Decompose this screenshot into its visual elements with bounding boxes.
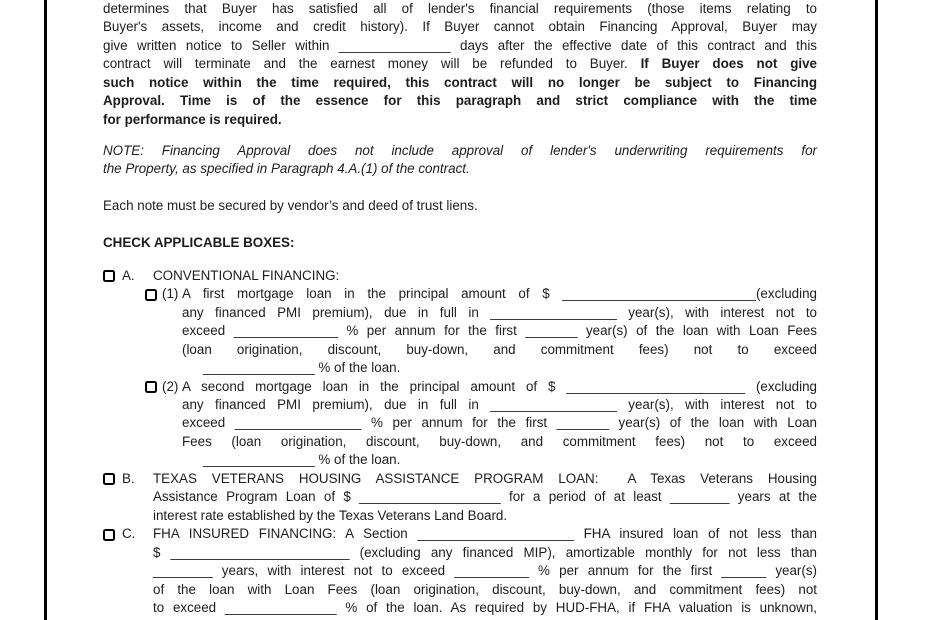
text-line: give written notice to Seller within _______________ days after the effective date of this contract and this bbox=[103, 37, 817, 53]
financing-approval-paragraph-text bbox=[103, 0, 817, 129]
text-line: exceed _________________ % per annum for the first _______ year(s) of the loan with Loan bbox=[182, 415, 817, 431]
item-label-first-mortgage-loan: (1) bbox=[162, 286, 179, 302]
vendor-lien-sentence bbox=[103, 197, 817, 215]
text-line: any financed PMI premium), due in full in _________________ year(s), with interest not to bbox=[182, 304, 817, 320]
page-border-left bbox=[44, 0, 47, 620]
check-applicable-heading bbox=[103, 234, 817, 252]
section-c-fha-financing bbox=[103, 525, 817, 617]
text-line: of the loan with Loan Fees (loan origination, discount, buy-down, and commitment fees) not bbox=[153, 581, 817, 597]
vendor-lien-sentence-text bbox=[103, 197, 817, 215]
financing-approval-paragraph bbox=[103, 0, 817, 129]
text-line: _______________ % of the loan. bbox=[203, 452, 401, 468]
checkbox-texas-veterans-program-loan[interactable] bbox=[103, 473, 115, 485]
document-content bbox=[103, 0, 817, 617]
text-line: A first mortgage loan in the principal amount of $ __________________________(excluding bbox=[182, 286, 817, 302]
note-paragraph bbox=[103, 142, 817, 179]
item-a1-first-mortgage-text bbox=[182, 285, 817, 377]
text-line: Approval. Time is of the essence for this paragraph and strict compliance with the time bbox=[103, 93, 817, 109]
item-label-second-mortgage-loan: (2) bbox=[162, 378, 179, 394]
text-line: exceed ______________ % per annum for the first _______ year(s) of the loan with Loan Fees bbox=[182, 323, 817, 339]
text-line: interest rate established by the Texas Veterans Land Board. bbox=[153, 507, 508, 523]
section-b-texas-veterans-text bbox=[153, 470, 817, 525]
text-line: for performance is required. bbox=[103, 111, 282, 127]
text-line: to exceed _______________ % of the loan. As required by HUD-FHA, if FHA valuation is unknown, bbox=[153, 600, 817, 615]
text-line: CHECK APPLICABLE BOXES: bbox=[103, 235, 295, 250]
text-line: Fees (loan origination, discount, buy-down, and commitment fees) not to exceed bbox=[182, 433, 817, 449]
text-line: the Property, as specified in Paragraph 4.A.(1) of the contract. bbox=[103, 161, 470, 177]
text-line: $ ________________________ (excluding any financed MIP), amortizable monthly for not less than bbox=[153, 544, 817, 560]
text-line: determines that Buyer has satisfied all of lender's financial requirements (those items relating to bbox=[103, 1, 817, 16]
checkbox-first-mortgage-loan[interactable] bbox=[145, 289, 157, 301]
section-a-conventional-financing-text bbox=[153, 267, 817, 285]
text-line: (loan origination, discount, buy-down, and commitment fees) not to exceed bbox=[182, 341, 817, 357]
item-a2-second-mortgage-text bbox=[182, 378, 817, 470]
item-label-texas-veterans-program-loan: B. bbox=[122, 470, 135, 486]
text-line: such notice within the time required, this contract will no longer be subject to Financing bbox=[103, 74, 817, 90]
checkbox-conventional-financing[interactable] bbox=[103, 270, 115, 282]
text-line: contract will terminate and the earnest money will be refunded to Buyer. If Buyer does not give bbox=[103, 56, 817, 72]
text-line: _______________ % of the loan. bbox=[203, 360, 401, 376]
section-a-conventional-financing bbox=[103, 267, 817, 285]
text-line: A second mortgage loan in the principal amount of $ ________________________ (excluding bbox=[182, 378, 817, 394]
item-label-conventional-financing: A. bbox=[122, 267, 135, 283]
item-label-fha-insured-financing: C. bbox=[122, 526, 136, 542]
text-line: FHA INSURED FINANCING: A Section _____________________ FHA insured loan of not less than bbox=[153, 526, 817, 542]
checkbox-second-mortgage-loan[interactable] bbox=[145, 381, 157, 393]
checkbox-fha-insured-financing[interactable] bbox=[103, 529, 115, 541]
text-line: any financed PMI premium), due in full in _________________ year(s), with interest not to bbox=[182, 397, 817, 413]
text-line: CONVENTIONAL FINANCING: bbox=[153, 267, 340, 283]
text-line: Buyer's assets, income and credit history). If Buyer cannot obtain Financing Approval, Buyer may bbox=[103, 19, 817, 35]
page-border-right bbox=[875, 0, 878, 620]
check-applicable-heading-text bbox=[103, 234, 817, 252]
item-a2-second-mortgage bbox=[103, 378, 817, 470]
text-line: Each note must be secured by vendor’s and deed of trust liens. bbox=[103, 198, 478, 214]
section-c-fha-financing-text bbox=[153, 525, 817, 617]
text-line: Assistance Program Loan of $ ___________________ for a period of at least ________ years at the bbox=[153, 489, 817, 505]
item-a1-first-mortgage bbox=[103, 285, 817, 377]
text-line: NOTE: Financing Approval does not include approval of lender's underwriting requirements for bbox=[103, 142, 817, 158]
note-paragraph-text bbox=[103, 142, 817, 179]
section-b-texas-veterans bbox=[103, 470, 817, 525]
text-line: ________ years, with interest not to exceed __________ % per annum for the first ______ year(s) bbox=[153, 563, 817, 579]
text-line: TEXAS VETERANS HOUSING ASSISTANCE PROGRAM LOAN: A Texas Veterans Housing bbox=[153, 470, 817, 486]
